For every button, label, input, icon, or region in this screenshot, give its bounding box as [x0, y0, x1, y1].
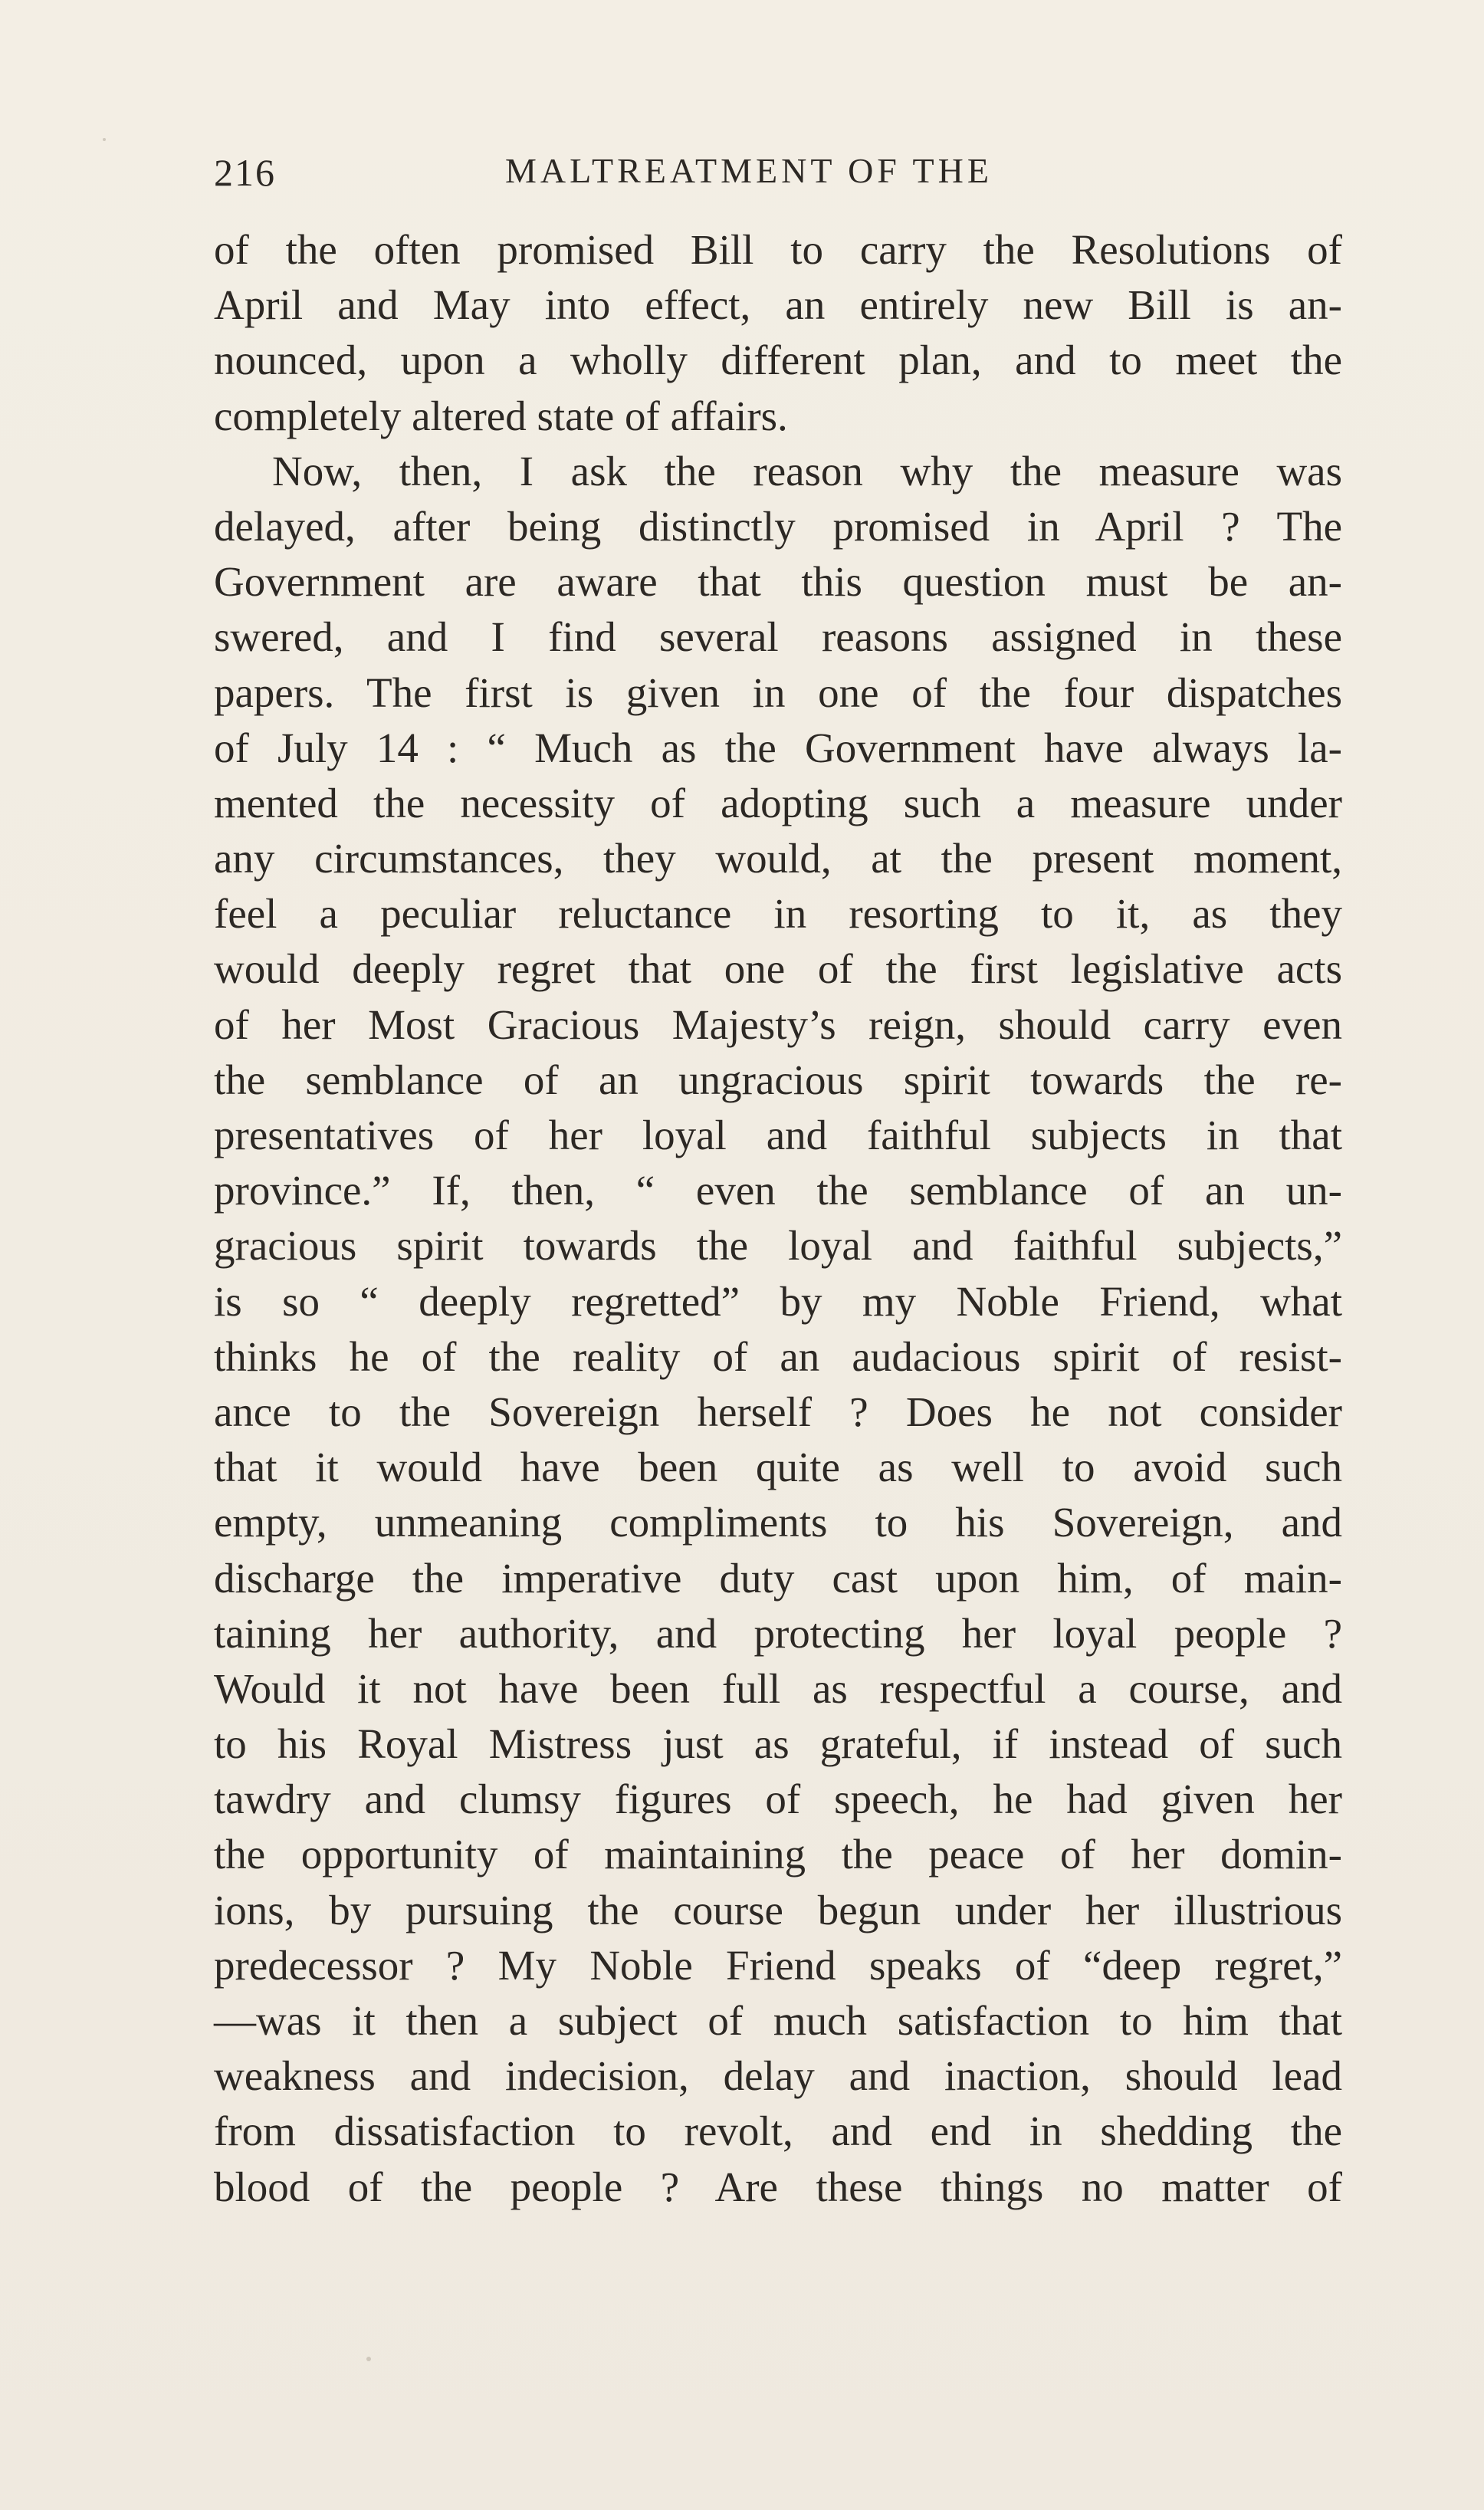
text-line: —was it then a subject of much satisfaction to him that — [214, 1997, 1342, 2044]
text-line: presentatives of her loyal and faithful subjects in that — [214, 1112, 1342, 1158]
paper-speck — [366, 2357, 371, 2361]
text-line: of July 14 : “ Much as the Government have always la- — [214, 724, 1342, 771]
body-text — [214, 222, 1342, 2215]
text-line: swered, and I find several reasons assigned in these — [214, 613, 1342, 661]
text-line: April and May into effect, an entirely new Bill is an- — [214, 281, 1342, 329]
text-line: of the often promised Bill to carry the Resolutions of — [214, 226, 1342, 273]
text-line: would deeply regret that one of the first legislative acts — [214, 945, 1342, 993]
page-number: 216 — [214, 151, 276, 194]
text-line: province.” If, then, “ even the semblance of an un- — [214, 1167, 1342, 1214]
text-line: tawdry and clumsy figures of speech, he had given her — [214, 1776, 1342, 1823]
text-line: Would it not have been full as respectful a course, and — [214, 1664, 1342, 1712]
text-line: papers. The first is given in one of the four dispatches — [214, 669, 1342, 716]
text-line: any circumstances, they would, at the present moment, — [214, 835, 1342, 882]
text-line: taining her authority, and protecting her loyal people ? — [214, 1609, 1342, 1657]
text-line: blood of the people ? Are these things no matter of — [214, 2163, 1342, 2210]
text-line: ions, by pursuing the course begun under her illustrious — [214, 1886, 1342, 1933]
text-line: Now, then, I ask the reason why the measure was — [272, 447, 1342, 494]
text-line: the opportunity of maintaining the peace of her domin- — [214, 1831, 1342, 1878]
text-line: completely altered state of affairs. — [214, 392, 788, 439]
running-head: MALTREATMENT OF THE — [505, 151, 993, 190]
text-line: delayed, after being distinctly promised in April ? The — [214, 502, 1342, 550]
text-line: ance to the Sovereign herself ? Does he not consider — [214, 1388, 1342, 1435]
text-line: from dissatisfaction to revolt, and end in shedding the — [214, 2108, 1342, 2155]
text-line: gracious spirit towards the loyal and faithful subjects,” — [214, 1222, 1342, 1270]
text-line: discharge the imperative duty cast upon him, of main- — [214, 1554, 1342, 1602]
text-line: nounced, upon a wholly different plan, and to meet the — [214, 337, 1342, 384]
text-line: thinks he of the reality of an audacious spirit of resist- — [214, 1332, 1342, 1380]
page-header — [214, 150, 1049, 204]
text-line: weakness and indecision, delay and inaction, should lead — [214, 2052, 1342, 2100]
text-line: is so “ deeply regretted” by my Noble Friend, what — [214, 1277, 1342, 1325]
text-line: predecessor ? My Noble Friend speaks of “deep regret,” — [214, 1941, 1342, 1989]
text-line: empty, unmeaning compliments to his Sovereign, and — [214, 1499, 1342, 1546]
paper-speck — [103, 138, 106, 141]
text-line: of her Most Gracious Majesty’s reign, should carry even — [214, 1000, 1342, 1048]
text-line: feel a peculiar reluctance in resorting to it, as they — [214, 890, 1342, 938]
text-line: mented the necessity of adopting such a measure under — [214, 779, 1342, 826]
text-line: Government are aware that this question must be an- — [214, 558, 1342, 606]
text-line: that it would have been quite as well to avoid such — [214, 1444, 1342, 1491]
text-line: the semblance of an ungracious spirit towards the re- — [214, 1056, 1342, 1103]
text-line: to his Royal Mistress just as grateful, if instead of such — [214, 1720, 1342, 1768]
